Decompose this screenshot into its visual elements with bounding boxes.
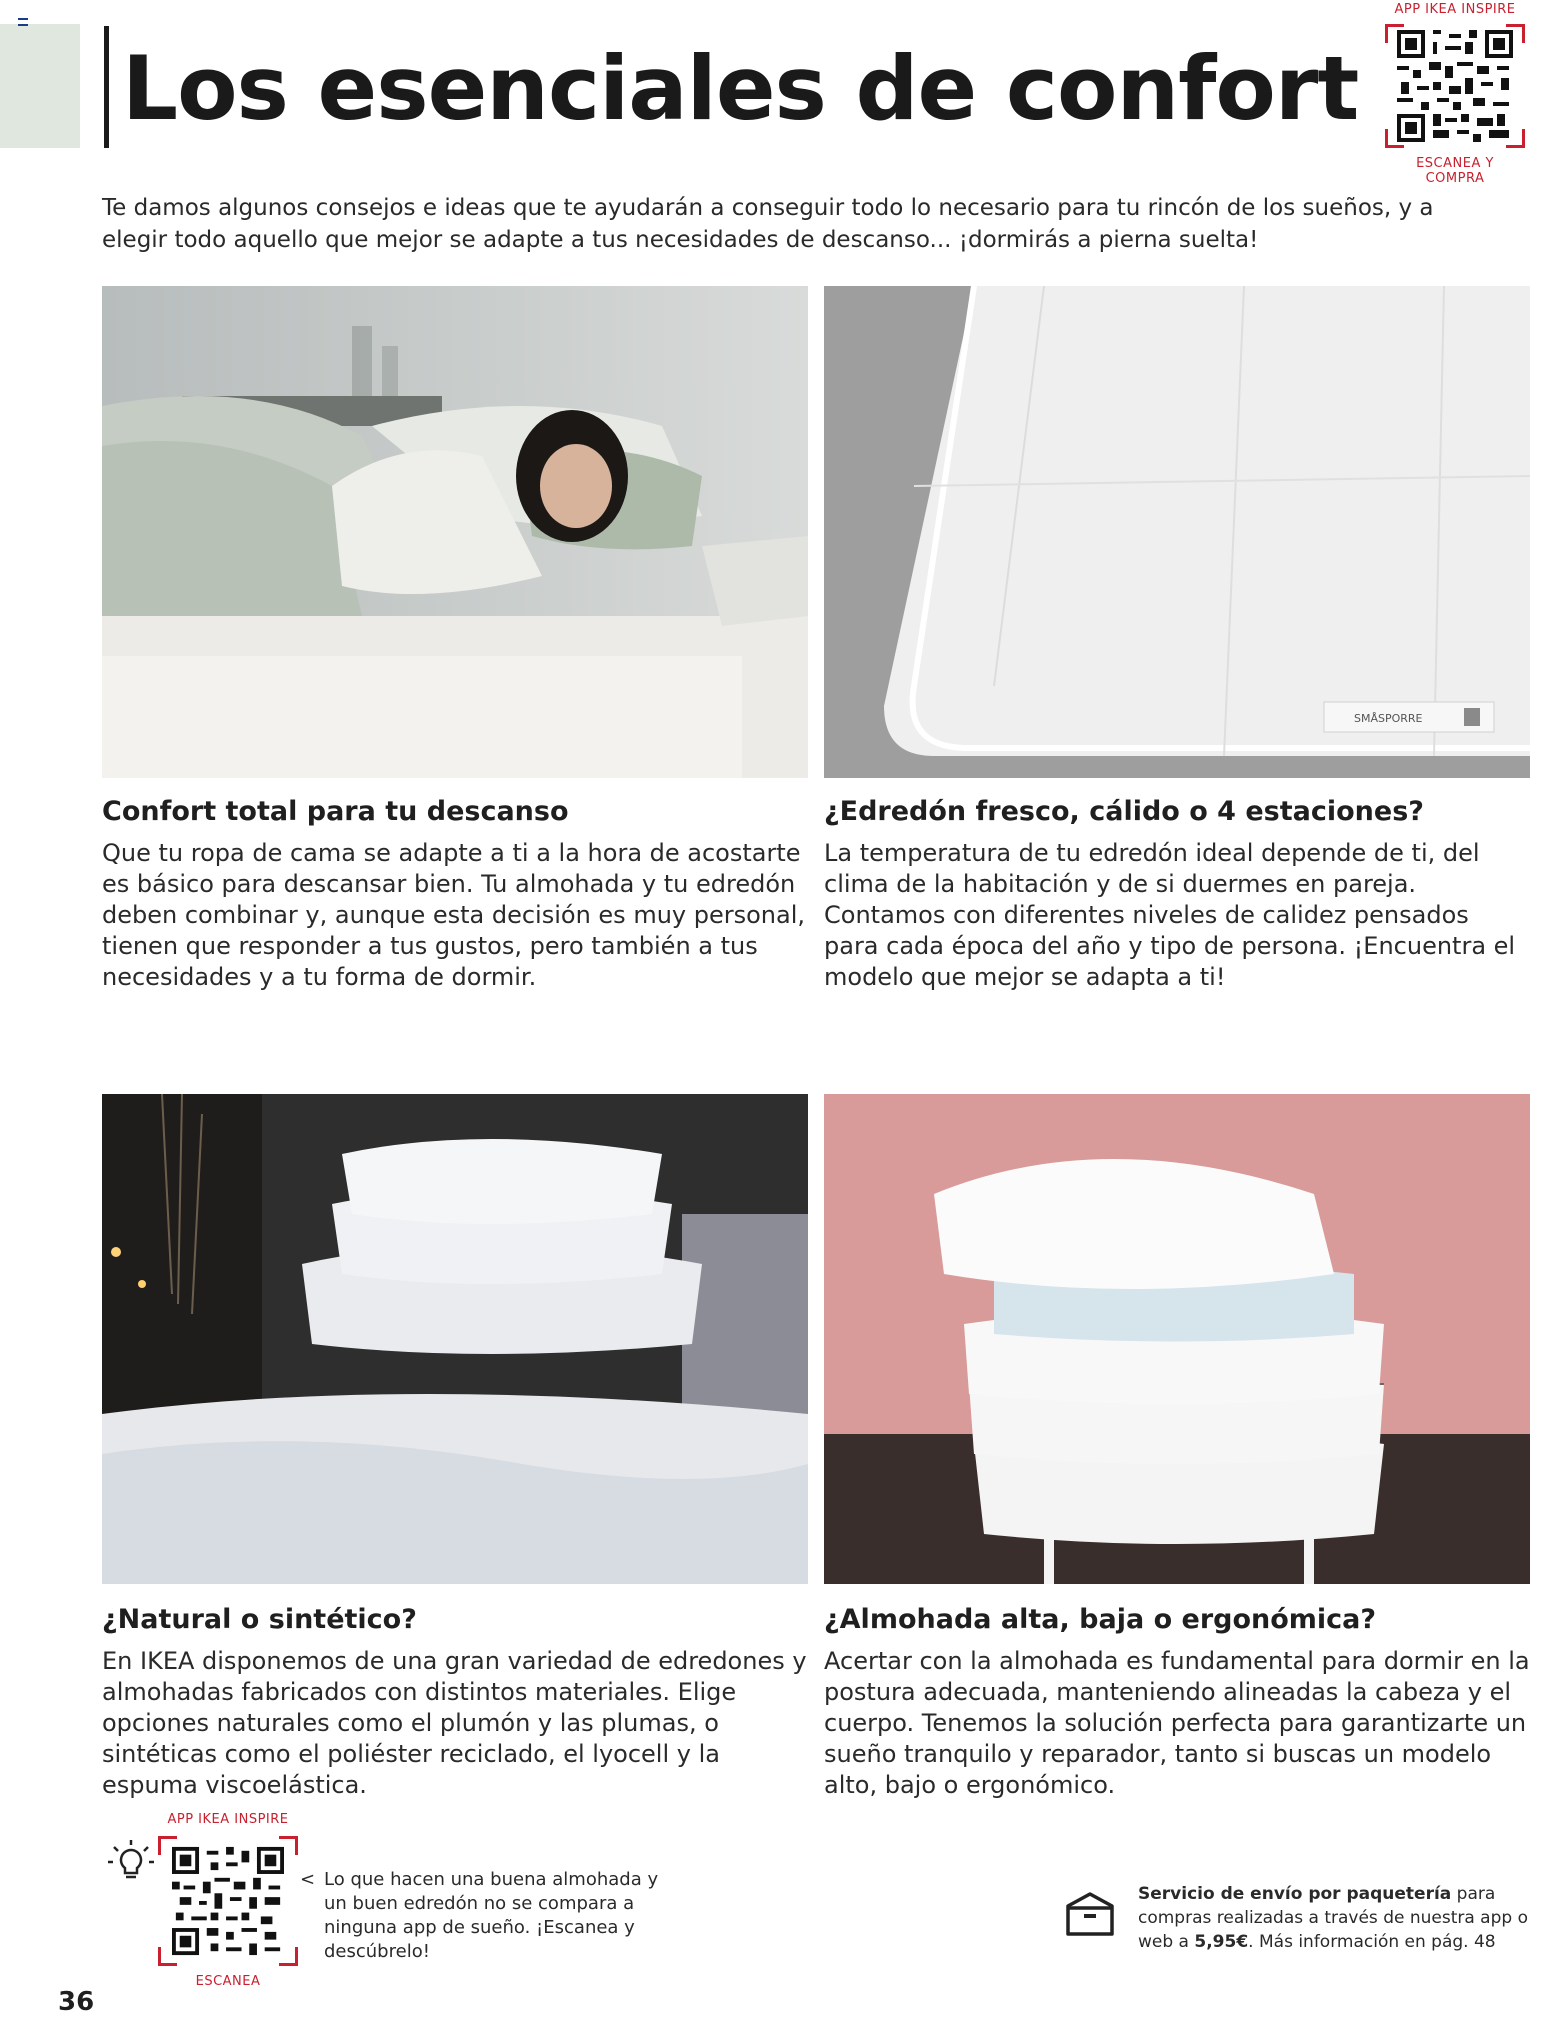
- section-4-heading: ¿Almohada alta, baja o ergonómica?: [824, 1604, 1377, 1635]
- page-number: 36: [58, 1987, 95, 2017]
- section-4-body: Acertar con la almohada es fundamental para dormir en la postura adecuada, manteniendo alineadas la cabeza y el cuerpo. Tenemos la solución perfecta para garantizarte un sueño tranquilo y reparador, tanto si buscas un modelo alto, bajo o ergonómico.: [824, 1647, 1530, 1799]
- menu-marker: [18, 18, 28, 26]
- qr-bottom-scan-label: ESCANEA: [195, 1974, 261, 1989]
- qr-bottom-top-label: APP IKEA INSPIRE: [167, 1812, 289, 1827]
- section-1-body: Que tu ropa de cama se adapte a ti a la hora de acostarte es básico para descansar bien. Tu almohada y tu edredón deben combinar y, aunque esta decisión es muy personal, tienen que responder a tus gustos, pero también a tus necesidades y a tu forma de dormir.: [102, 839, 806, 991]
- section-3-body: En IKEA disponemos de una gran variedad de edredones y almohadas fabricados con distintos materiales. Elige opciones naturales como el plumón y las plumas, o sintéticas como el poliéster reciclado, el lyocell y la espuma viscoelástica.: [102, 1647, 807, 1799]
- photo-pillows-on-bed: [102, 1094, 808, 1584]
- qr-code-icon: [172, 1846, 284, 1956]
- section-2-body: La temperatura de tu edredón ideal depende de ti, del clima de la habitación y de si duermes en pareja. Contamos con diferentes niveles de calidez pensados para cada época del año y tipo de persona. ¡Encuentra el modelo que mejor se adapta a ti!: [824, 839, 1516, 991]
- shipping-text-1: para compras realizadas a través de nuestra app o web a: [1138, 1884, 1528, 1952]
- qr-code-icon: [1397, 30, 1513, 142]
- photo-woman-sleeping: [102, 286, 808, 778]
- tip-arrow-icon: <: [300, 1869, 316, 1890]
- section-1-heading: Confort total para tu descanso: [102, 796, 569, 827]
- photo-duvet: [824, 286, 1530, 778]
- shipping-text-2: . Más información en pág. 48: [1248, 1932, 1496, 1952]
- section-3-heading: ¿Natural o sintético?: [102, 1604, 417, 1635]
- intro-paragraph: Te damos algunos consejos e ideas que te ayudarán a conseguir todo lo necesario para tu rincón de los sueños, y a elegir todo aquello que mejor se adapte a tus necesidades de descanso... ¡dormirás a pierna suelta!: [102, 195, 1434, 253]
- section-tab: [0, 24, 80, 148]
- section-2-heading: ¿Edredón fresco, cálido o 4 estaciones?: [824, 796, 1424, 827]
- shipping-bold: Servicio de envío por paquetería: [1138, 1884, 1452, 1904]
- page-title: Los esenciales de confort: [122, 37, 1359, 140]
- tip-text-block: [300, 1868, 680, 1964]
- shipping-price: 5,95€: [1194, 1932, 1249, 1952]
- photo-pillow-stack: [824, 1094, 1530, 1584]
- qr-top-label: APP IKEA INSPIRE: [1394, 2, 1516, 17]
- title-accent-bar: [104, 26, 109, 148]
- shipping-info: [1138, 1882, 1528, 1954]
- qr-code-bottom[interactable]: [158, 1812, 298, 1992]
- lightbulb-icon: [106, 1838, 156, 1888]
- qr-bottom-label: ESCANEA Y COMPRA: [1416, 156, 1494, 186]
- qr-code-top[interactable]: [1385, 2, 1525, 186]
- duvet-tag-text: SMÅSPORRE: [1354, 712, 1423, 725]
- tip-text: Lo que hacen una buena almohada y un buen edredón no se compara a ninguna app de sueño. ¡Escanea y descúbrelo!: [324, 1869, 659, 1962]
- parcel-box-icon: [1064, 1888, 1116, 1940]
